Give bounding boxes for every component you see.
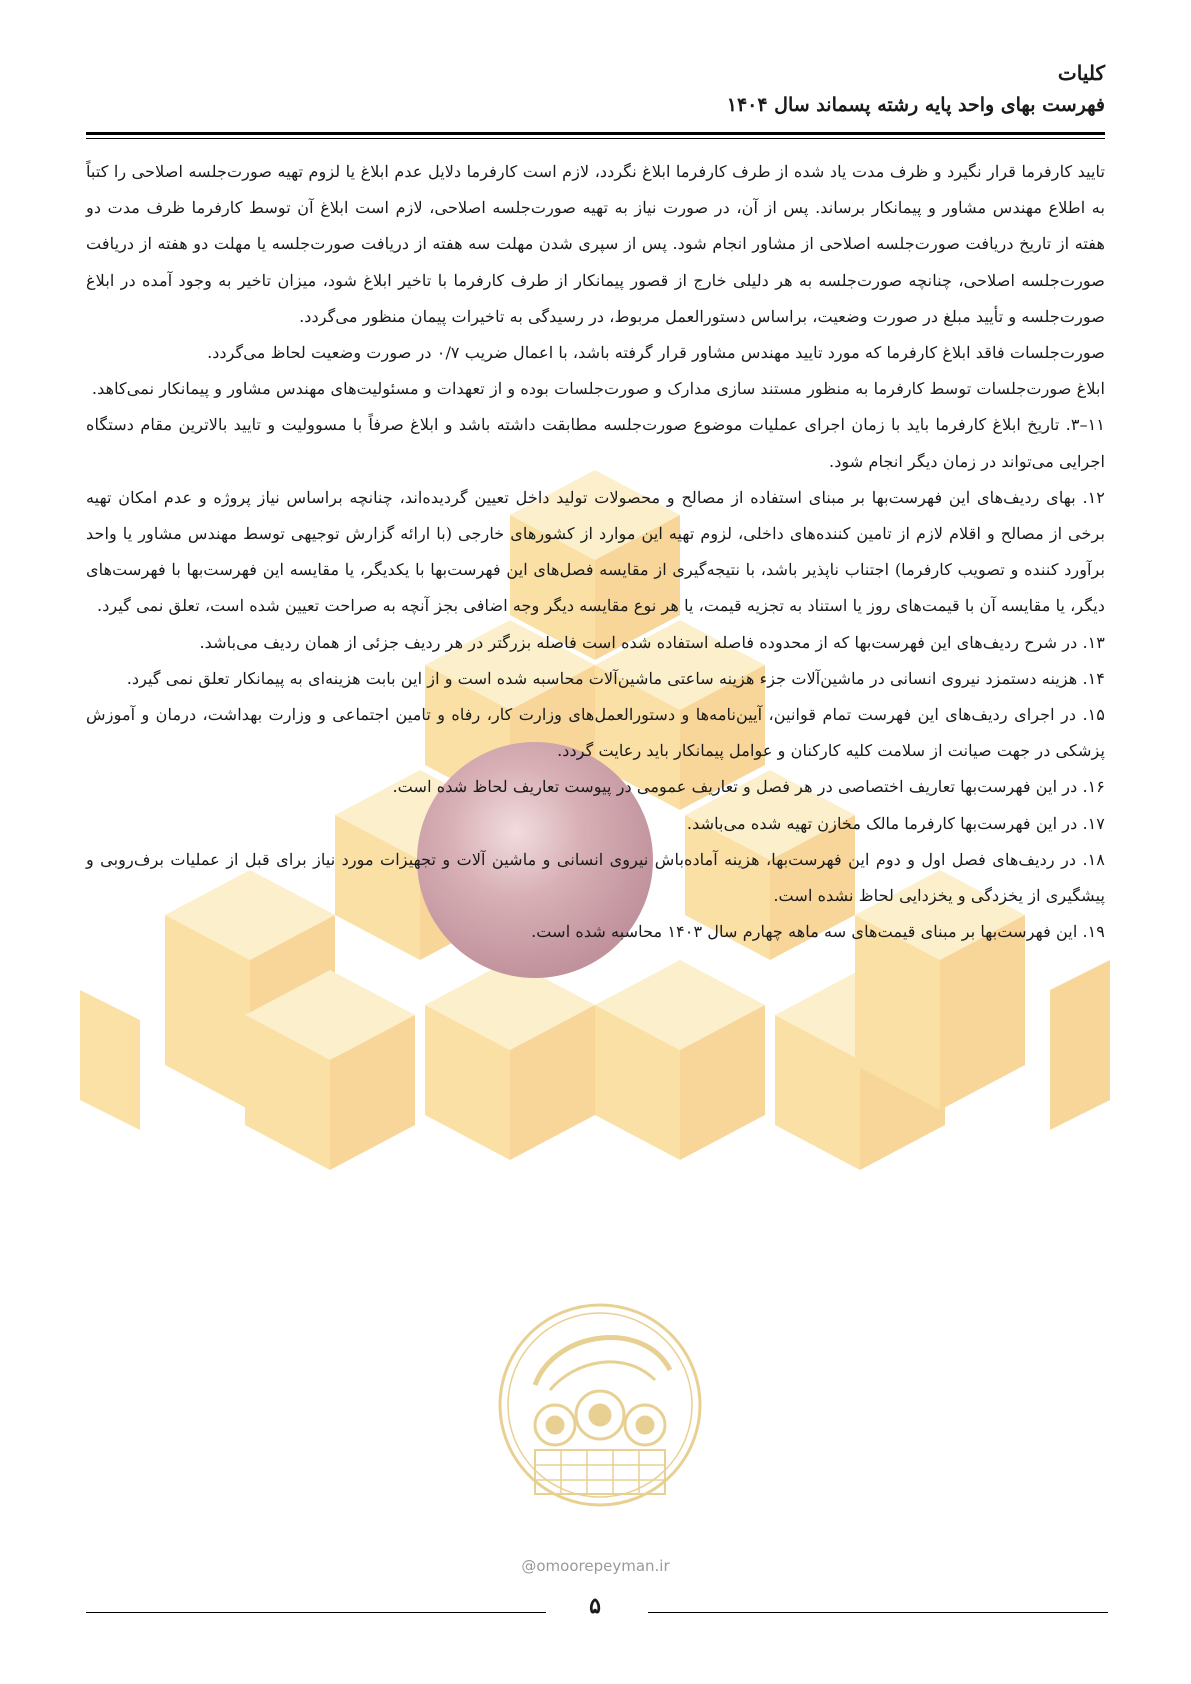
paragraph-item-15: ۱۵. در اجرای ردیف‌های این فهرست تمام قوانین، آیین‌نامه‌ها و دستورالعمل‌های وزارت کار، رفاه و تامین اجتماعی و وزارت بهداشت، درمان و آموزش پزشکی در جهت صیانت از سلامت کلیه کارکنان و عوامل پیمانکار باید رعایت گردد.	[86, 705, 1105, 761]
omoorepeyman-logo	[495, 1290, 705, 1540]
paragraph-item-17: ۱۷. در این فهرست‌بها کارفرما مالک مخازن تهیه شده می‌باشد.	[686, 813, 1105, 833]
body-text	[86, 154, 1105, 950]
paragraph-item-11-3: ۱۱–۳. تاریخ ابلاغ کارفرما باید با زمان اجرای عملیات موضوع صورت‌جلسه مطابقت داشته باشد و ابلاغ صرفاً با مسوولیت و تایید بالاترین مقام دستگاه اجرایی می‌تواند در زمان دیگر انجام شود.	[86, 415, 1105, 471]
page-number: ۵	[589, 1593, 601, 1619]
document-subtitle: فهرست بهای واحد پایه رشته پسماند سال ۱۴۰۴	[726, 94, 1105, 116]
paragraph-item-19: ۱۹. این فهرست‌بها بر مبنای قیمت‌های سه ماهه چهارم سال ۱۴۰۳ محاسبه شده است.	[531, 922, 1105, 942]
paragraph-item-14: ۱۴. هزینه دستمزد نیروی انسانی در ماشین‌آلات جزء هزینه ساعتی ماشین‌آلات محاسبه شده است و از این بابت هزینه‌ای به پیمانکار تعلق نمی گیرد.	[126, 668, 1105, 688]
paragraph-item-12: ۱۲. بهای ردیف‌های این فهرست‌بها بر مبنای استفاده از مصالح و محصولات تولید داخل تعیین گردیده‌اند، چنانچه براساس نیاز پروژه و عدم امکان تهیه برخی از مصالح و اقلام لازم از تامین کننده‌های داخلی، لزوم تهیه این موارد از کشورهای خارجی (با ارائه گزارش توجیهی توسط مهندس مشاور یا واحد برآورد کننده و تصویب کارفرما) اجتناب ناپذیر باشد، با نتیجه‌گیری از مقایسه فصل‌های این فهرست‌بها با یکدیگر، یا مقایسه این فهرست‌بها با فهرست‌های دیگر، یا مقایسه آن با قیمت‌های روز یا استناد به تجزیه قیمت، یا هر نوع مقایسه دیگر وجه اضافی بجز آنچه به صراحت تعیین شده است، تعلق نمی گیرد.	[86, 487, 1105, 616]
website-url: @omoorepeyman.ir	[521, 1557, 670, 1575]
footer-rule-right	[648, 1612, 1108, 1613]
paragraph: صورت‌جلسات فاقد ابلاغ کارفرما که مورد تایید مهندس مشاور قرار گرفته باشد، با اعمال ضریب ۰/۷ در صورت وضعیت لحاظ می‌گردد.	[207, 343, 1105, 363]
paragraph-item-16: ۱۶. در این فهرست‌بها تعاریف اختصاصی در هر فصل و تعاریف عمومی در پیوست تعاریف لحاظ شده است.	[392, 777, 1105, 797]
paragraph: ابلاغ صورت‌جلسات توسط کارفرما به منظور مستند سازی مدارک و صورت‌جلسات بوده و از تعهدات و مسئولیت‌های مهندس مشاور و پیمانکار نمی‌کاهد.	[91, 379, 1105, 399]
page-header	[86, 56, 1105, 120]
paragraph-item-13: ۱۳. در شرح ردیف‌های این فهرست‌بها که از محدوده فاصله استفاده شده است فاصله بزرگتر در هر ردیف جزئی از همان ردیف می‌باشد.	[199, 632, 1105, 652]
section-title: کلیات	[1057, 61, 1105, 85]
header-rule-thick	[86, 132, 1105, 135]
paragraph: تایید کارفرما قرار نگیرد و ظرف مدت یاد شده از طرف کارفرما ابلاغ نگردد، لازم است کارفرما دلایل عدم ابلاغ یا لزوم تهیه صورت‌جلسه اصلاحی را کتباً به اطلاع مهندس مشاور و پیمانکار برساند. پس از آن، در صورت نیاز به تهیه صورت‌جلسه اصلاحی، لازم است ابلاغ آن توسط کارفرما ظرف مدت دو هفته از تاریخ دریافت صورت‌جلسه اصلاحی از مشاور انجام شود. پس از سپری شدن مهلت سه هفته از دریافت صورت‌جلسه یا مهلت دو هفته از دریافت صورت‌جلسه اصلاحی، چنانچه صورت‌جلسه به هر دلیلی خارج از قصور پیمانکار از طرف کارفرما با تاخیر ابلاغ شود، میزان تاخیر به وجود آمده در ابلاغ صورت‌جلسه و تأیید مبلغ در صورت وضعیت، براساس دستورالعمل مربوط، در رسیدگی به تاخیرات پیمان منظور می‌گردد.	[86, 162, 1105, 326]
paragraph-item-18: ۱۸. در ردیف‌های فصل اول و دوم این فهرست‌بها، هزینه آماده‌باش نیروی انسانی و ماشین آلات و تجهیزات مورد نیاز برای قبل از عملیات برف‌روبی و پیشگیری از یخزدگی و یخزدایی لحاظ نشده است.	[86, 849, 1105, 906]
header-rule-thin	[86, 138, 1105, 139]
footer-rule-left	[86, 1612, 546, 1613]
